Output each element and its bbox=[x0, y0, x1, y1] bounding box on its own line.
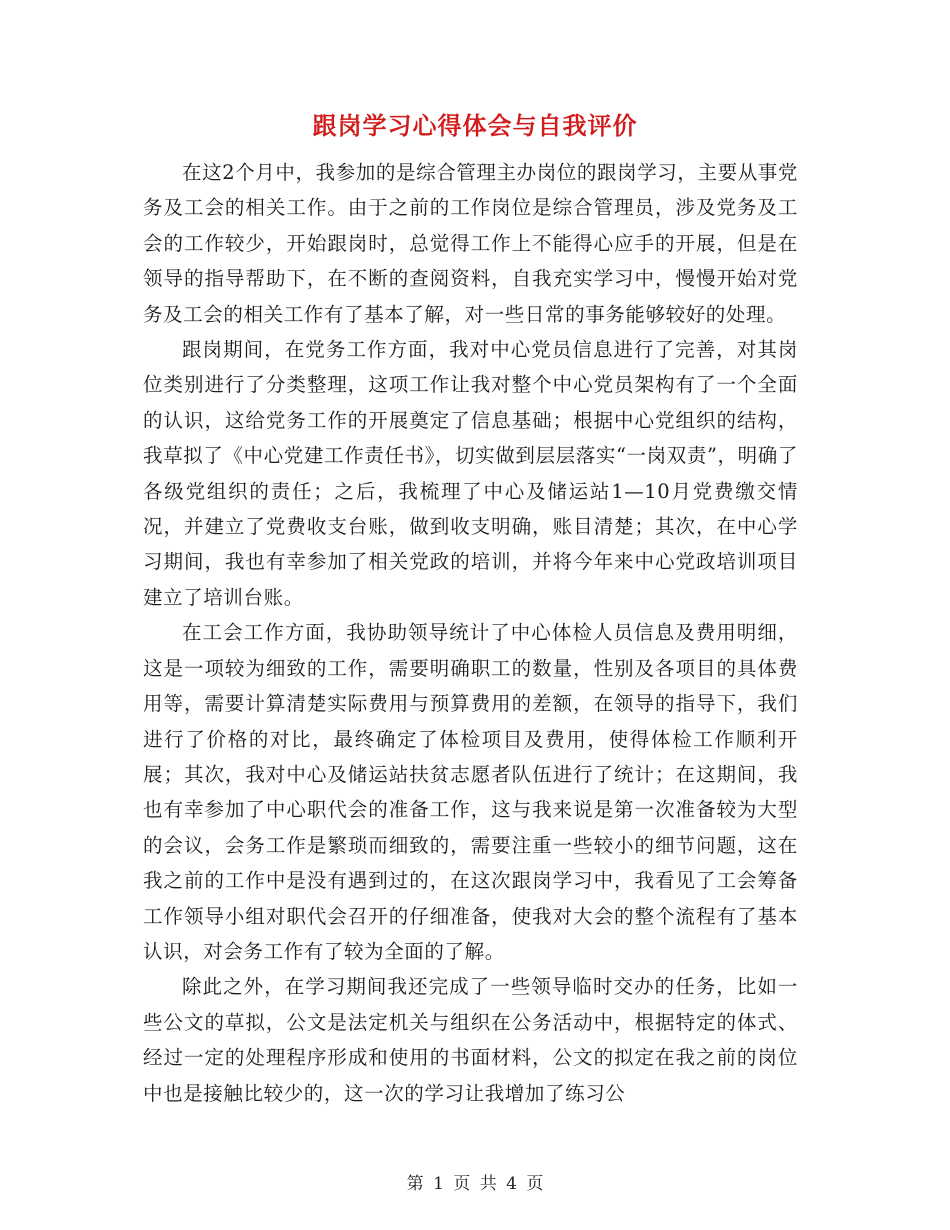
paragraph-2: 跟岗期间，在党务工作方面，我对中心党员信息进行了完善，对其岗位类别进行了分类整理，这项工作让我对整个中心党员架构有了一个全面的认识，这给党务工作的开展奠定了信息基础；根据中心党组织的结构，我草拟了《中心党建工作责任书》，切实做到层层落实“一岗双责”，明确了各级党组织的责任；之后，我梳理了中心及储运站1—10月党费缴交情况，并建立了党费收支台账，做到收支明确，账目清楚；其次，在中心学习期间，我也有幸参加了相关党政的培训，并将今年来中心党政培训项目建立了培训台账。 bbox=[143, 338, 798, 609]
paragraph-3: 在工会工作方面，我协助领导统计了中心体检人员信息及费用明细，这是一项较为细致的工作，需要明确职工的数量，性别及各项目的具体费用等，需要计算清楚实际费用与预算费用的差额，在领导的指导下，我们进行了价格的对比，最终确定了体检项目及费用，使得体检工作顺利开展；其次，我对中心及储运站扶贫志愿者队伍进行了统计；在这期间，我也有幸参加了中心职代会的准备工作，这与我来说是第一次准备较为大型的会议，会务工作是繁琐而细致的，需要注重一些较小的细节问题，这在我之前的工作中是没有遇到过的，在这次跟岗学习中，我看见了工会筹备工作领导小组对职代会召开的仔细准备，使我对大会的整个流程有了基本认识，对会务工作有了较为全面的了解。 bbox=[143, 621, 798, 963]
document-body bbox=[143, 155, 798, 1111]
paragraph-4: 除此之外，在学习期间我还完成了一些领导临时交办的任务，比如一些公文的草拟，公文是法定机关与组织在公务活动中，根据特定的体式、经过一定的处理程序形成和使用的书面材料，公文的拟定在我之前的岗位中也是接触比较少的，这一次的学习让我增加了练习公 bbox=[143, 975, 798, 1105]
paragraph-1: 在这2个月中，我参加的是综合管理主办岗位的跟岗学习，主要从事党务及工会的相关工作。由于之前的工作岗位是综合管理员，涉及党务及工会的工作较少，开始跟岗时，总觉得工作上不能得心应手的开展，但是在领导的指导帮助下，在不断的查阅资料，自我充实学习中，慢慢开始对党务及工会的相关工作有了基本了解，对一些日常的事务能够较好的处理。 bbox=[143, 161, 799, 326]
document-title: 跟岗学习心得体会与自我评价 bbox=[312, 111, 638, 140]
page-footer: 第 1 页 共 4 页 bbox=[406, 1174, 544, 1194]
